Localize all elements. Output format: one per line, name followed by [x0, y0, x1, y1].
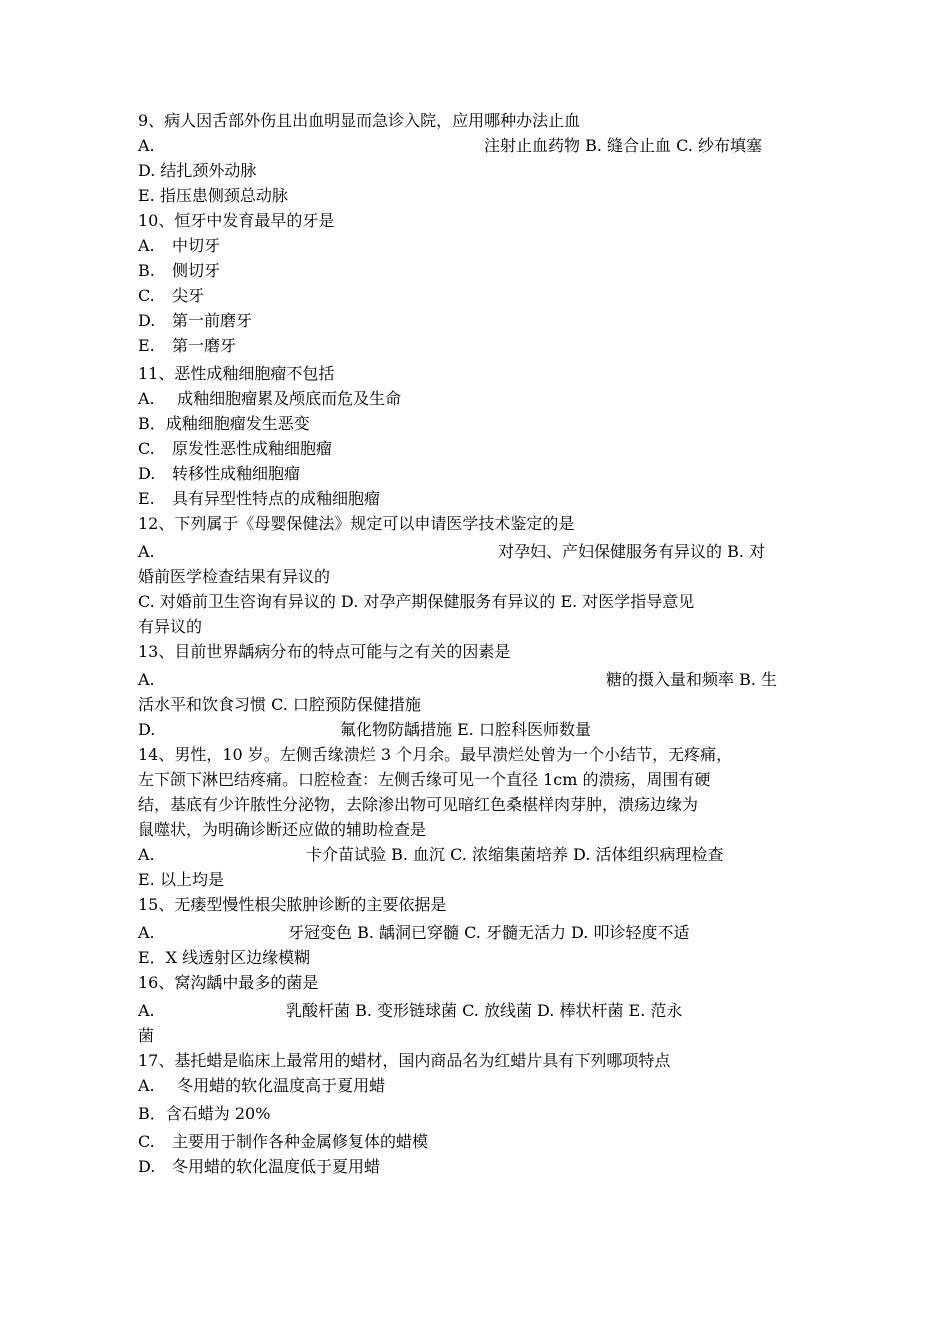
- question-9-option-e: E. 指压患侧颈总动脉: [138, 186, 288, 205]
- question-11-option-d: [138, 461, 818, 486]
- question-9-stem: 9、病人因舌部外伤且出血明显而急诊入院，应用哪种办法止血: [138, 111, 581, 130]
- question-16-options-wrap: 菌: [138, 1026, 155, 1045]
- question-14-options-text: 卡介苗试验 B. 血沉 C. 浓缩集菌培养 D. 活体组织病理检查: [306, 845, 724, 864]
- question-12-options-wrap: 婚前医学检查结果有异议的: [138, 567, 331, 586]
- question-14-stem-3: 结，基底有少许脓性分泌物，去除渗出物可见暗红色桑椹样肉芽肿，溃疡边缘为: [138, 795, 699, 814]
- option-letter: D.: [138, 1157, 156, 1176]
- question-12-options-wrap-2: 有异议的: [138, 617, 203, 636]
- option-text: 尖牙: [172, 286, 205, 305]
- question-13-options-line-2: [138, 717, 818, 742]
- question-17-stem: 17、基托蜡是临床上最常用的蜡材，国内商品名为红蜡片具有下列哪项特点: [138, 1051, 671, 1070]
- question-11-option-a: [138, 386, 818, 411]
- option-letter: A.: [138, 1076, 155, 1095]
- question-10-option-d: [138, 308, 818, 333]
- question-17-option-c: [138, 1129, 818, 1154]
- question-12-options-line-2: C. 对婚前卫生咨询有异议的 D. 对孕产期保健服务有异议的 E. 对医学指导意见: [138, 592, 695, 611]
- question-11-option-c: [138, 436, 818, 461]
- option-label: A.: [138, 136, 155, 155]
- option-label: A.: [138, 542, 155, 561]
- question-list: [138, 108, 818, 1179]
- question-15-stem: 15、无瘘型慢性根尖脓肿诊断的主要依据是: [138, 895, 447, 914]
- question-16-options-text: 乳酸杆菌 B. 变形链球菌 C. 放线菌 D. 棒状杆菌 E. 范永: [286, 1001, 683, 1020]
- question-13-stem: 13、目前世界龋病分布的特点可能与之有关的因素是: [138, 642, 511, 661]
- option-label: A.: [138, 1001, 155, 1020]
- question-13-options-text-2: 氟化物防龋措施 E. 口腔科医师数量: [340, 720, 591, 739]
- question-14-option-e: [138, 867, 818, 892]
- question-11-option-e: [138, 486, 818, 511]
- question-10-option-a: [138, 233, 818, 258]
- question-12-options-line: [138, 539, 818, 564]
- option-text: 第一磨牙: [172, 336, 237, 355]
- question-9-options-line: [138, 133, 818, 158]
- question-10-option-c: [138, 283, 818, 308]
- question-11-option-b: B．成釉细胞瘤发生恶变: [138, 414, 310, 433]
- option-label: D.: [138, 720, 156, 739]
- option-letter: A.: [138, 389, 155, 408]
- option-letter: D.: [138, 311, 156, 330]
- option-letter: A.: [138, 236, 155, 255]
- question-14-options-line: [138, 842, 818, 867]
- question-11-stem: 11、恶性成釉细胞瘤不包括: [138, 364, 335, 383]
- option-label: A.: [138, 845, 155, 864]
- option-text: 第一前磨牙: [172, 311, 253, 330]
- option-text: 原发性恶性成釉细胞瘤: [172, 439, 333, 458]
- option-text: 中切牙: [172, 236, 221, 255]
- option-letter: E.: [138, 870, 155, 889]
- question-17-option-d: [138, 1154, 818, 1179]
- option-label: A.: [138, 670, 155, 689]
- question-13-options-wrap: 活水平和饮食习惯 C. 口腔预防保健措施: [138, 695, 421, 714]
- option-text: 以上均是: [160, 870, 225, 889]
- question-10-option-b: [138, 258, 818, 283]
- question-13-options-text: 糖的摄入量和频率 B. 生: [606, 670, 778, 689]
- option-label: A.: [138, 923, 155, 942]
- option-text: 成釉细胞瘤累及颅底而危及生命: [172, 389, 402, 408]
- question-10-stem: 10、恒牙中发育最早的牙是: [138, 211, 335, 230]
- question-17-option-a: [138, 1073, 818, 1098]
- question-9-options-text: 注射止血药物 B. 缝合止血 C. 纱布填塞: [484, 136, 762, 155]
- question-14-stem-2: 左下颌下淋巴结疼痛。口腔检查：左侧舌缘可见一个直径 1cm 的溃疡，周围有硬: [138, 770, 711, 789]
- option-letter: E.: [138, 489, 155, 508]
- option-text: 主要用于制作各种金属修复体的蜡模: [172, 1132, 429, 1151]
- option-text: 转移性成釉细胞瘤: [172, 464, 301, 483]
- question-14-stem: 14、男性，10 岁。左侧舌缘溃烂 3 个月余。最早溃烂处曾为一个小结节，无疼痛，: [138, 745, 733, 764]
- option-text: 具有异型性特点的成釉细胞瘤: [172, 489, 381, 508]
- option-letter: B.: [138, 261, 155, 280]
- question-12-options-text: 对孕妇、产妇保健服务有异议的 B. 对: [498, 542, 766, 561]
- option-letter: C.: [138, 439, 155, 458]
- question-15-options-line: [138, 920, 818, 945]
- option-letter: C.: [138, 1132, 155, 1151]
- question-15-options-text: 牙冠变色 B. 龋洞已穿髓 C. 牙髓无活力 D. 叩诊轻度不适: [288, 923, 690, 942]
- question-14-stem-4: 鼠噬状，为明确诊断还应做的辅助检查是: [138, 820, 427, 839]
- question-10-option-e: [138, 333, 818, 358]
- question-16-options-line: [138, 998, 818, 1023]
- question-9-option-d: D. 结扎颈外动脉: [138, 161, 257, 180]
- option-letter: D.: [138, 464, 156, 483]
- option-letter: E.: [138, 336, 155, 355]
- question-17-option-b: B．含石蜡为 20%: [138, 1104, 271, 1123]
- option-text: 侧切牙: [172, 261, 221, 280]
- option-text: 冬用蜡的软化温度高于夏用蜡: [172, 1076, 386, 1095]
- question-15-option-e: E．X 线透射区边缘模糊: [138, 948, 311, 967]
- question-12-stem: 12、下列属于《母婴保健法》规定可以申请医学技术鉴定的是: [138, 514, 575, 533]
- question-13-options-line: [138, 667, 818, 692]
- option-letter: C.: [138, 286, 155, 305]
- question-16-stem: 16、窝沟龋中最多的菌是: [138, 973, 319, 992]
- option-text: 冬用蜡的软化温度低于夏用蜡: [172, 1157, 381, 1176]
